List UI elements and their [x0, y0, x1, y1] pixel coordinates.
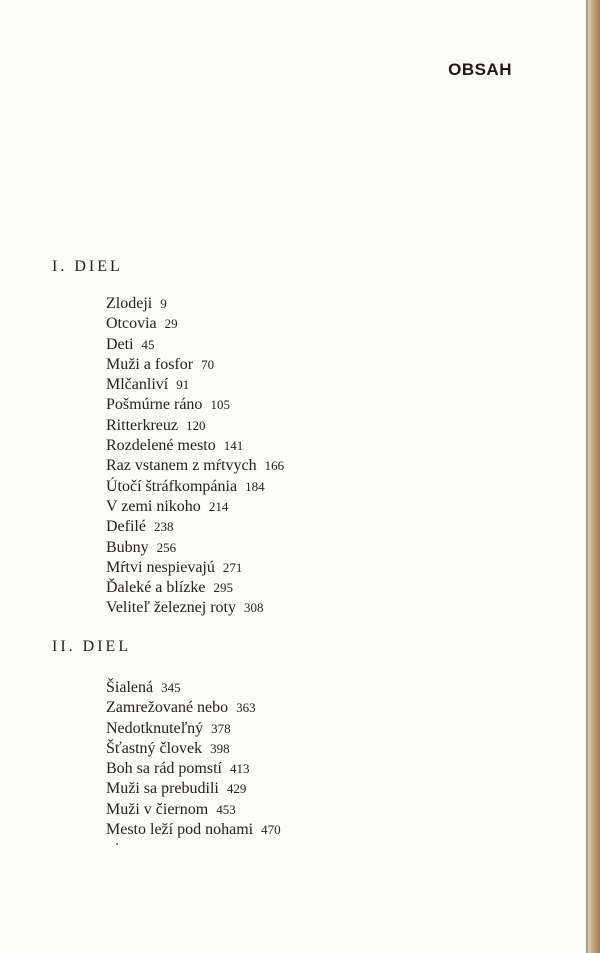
entry-page-number: 166 — [264, 458, 285, 474]
entry-title: Mŕtvi nespievajú — [106, 558, 215, 576]
entry-title: Pošmúrne ráno — [106, 396, 203, 414]
toc-entry — [106, 294, 284, 314]
toc-entry — [106, 719, 281, 739]
entry-page-number: 295 — [213, 580, 233, 596]
entry-page-number: 214 — [208, 498, 229, 514]
toc-entry — [106, 759, 281, 779]
toc-entry — [106, 355, 284, 375]
toc-entry — [106, 779, 281, 799]
entry-page-number: 9 — [160, 296, 167, 311]
entry-page-number: 120 — [185, 417, 206, 433]
entry-title: Bubny — [106, 538, 149, 556]
toc-entry — [106, 800, 281, 820]
toc-entry — [106, 578, 284, 598]
page-edge-line — [586, 0, 588, 953]
entry-page-number: 91 — [176, 377, 190, 393]
entry-title: Muži a fosfor — [106, 355, 194, 373]
toc-entry — [106, 820, 281, 840]
entry-title: Ritterkreuz — [106, 416, 178, 434]
entry-title: Zlodeji — [106, 295, 153, 312]
entry-title: Muži sa prebudili — [106, 780, 219, 798]
entry-page-number: 271 — [222, 559, 243, 575]
part-2-entries — [106, 678, 281, 840]
entry-title: Šialená — [106, 679, 154, 696]
entry-title: Zamrežované nebo — [106, 699, 229, 717]
entry-title: Raz vstanem z mŕtvych — [106, 457, 257, 475]
toc-entry — [106, 335, 284, 355]
entry-title: Ďaleké a blízke — [106, 579, 206, 597]
toc-entry — [106, 416, 284, 436]
entry-title: Defilé — [106, 518, 146, 536]
part-1-entries — [106, 294, 284, 619]
paper-speck — [116, 843, 118, 845]
toc-entry — [106, 375, 284, 395]
entry-title: V zemi nikoho — [106, 497, 201, 515]
entry-page-number: 184 — [245, 478, 265, 494]
toc-entry — [106, 739, 281, 759]
entry-title: Muži v čiernom — [106, 800, 209, 818]
entry-page-number: 105 — [210, 397, 230, 413]
toc-entry — [106, 598, 284, 618]
entry-title: Otcovia — [106, 315, 157, 333]
entry-page-number: 308 — [244, 600, 264, 616]
toc-entry — [106, 538, 284, 558]
entry-title: Mlčanliví — [106, 376, 169, 394]
toc-entry — [106, 456, 284, 476]
entry-page-number: 470 — [261, 822, 281, 838]
entry-title: Deti — [106, 335, 134, 353]
page-edge — [586, 0, 600, 953]
entry-page-number: 413 — [230, 761, 250, 777]
entry-page-number: 363 — [236, 700, 256, 716]
toc-entry — [106, 477, 284, 497]
entry-page-number: 45 — [141, 336, 155, 352]
entry-title: Mesto leží pod nohami — [106, 821, 254, 839]
page-title: OBSAH — [448, 60, 512, 79]
entry-title: Veliteľ železnej roty — [106, 599, 236, 617]
entry-page-number: 453 — [216, 801, 236, 817]
toc-entry — [106, 314, 284, 334]
toc-entry — [106, 436, 284, 456]
entry-title: Nedotknuteľný — [106, 719, 204, 737]
entry-page-number: 238 — [153, 519, 174, 535]
entry-page-number: 70 — [201, 356, 215, 372]
entry-page-number: 141 — [223, 438, 244, 454]
entry-page-number: 378 — [211, 720, 231, 736]
part-1-title: I. DIEL — [52, 258, 123, 275]
entry-title: Rozdelené mesto — [106, 437, 216, 455]
toc-entry — [106, 395, 284, 415]
entry-page-number: 256 — [156, 539, 177, 555]
entry-page-number: 29 — [164, 316, 178, 332]
toc-entry — [106, 678, 281, 698]
entry-title: Šťastný človek — [106, 739, 203, 757]
toc-entry — [106, 497, 284, 517]
entry-page-number: 429 — [226, 781, 247, 797]
entry-page-number: 398 — [210, 740, 230, 756]
entry-title: Útočí štráfkompánia — [106, 477, 238, 495]
part-2-title: II. DIEL — [52, 638, 132, 655]
toc-entry — [106, 698, 281, 718]
toc-entry — [106, 558, 284, 578]
entry-page-number: 345 — [161, 680, 181, 695]
toc-entry — [106, 517, 284, 537]
entry-title: Boh sa rád pomstí — [106, 760, 222, 778]
